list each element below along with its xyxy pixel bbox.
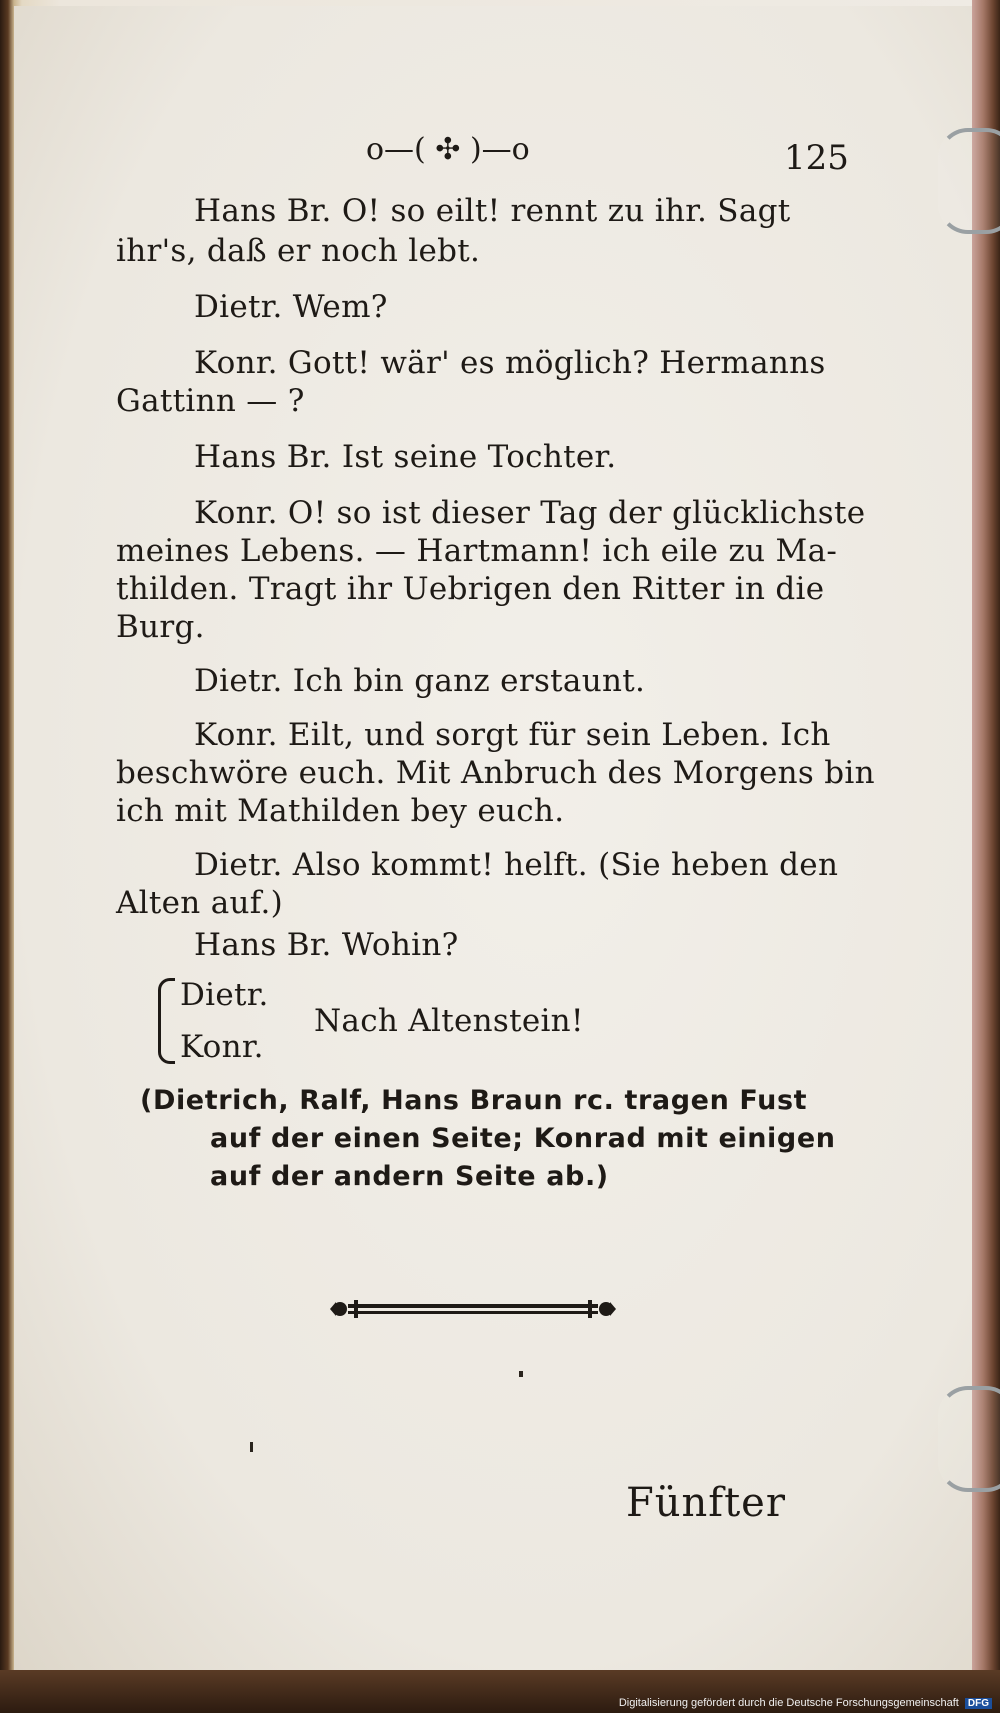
chorus-line: Nach Altenstein! (314, 1003, 584, 1039)
bottom-strip (0, 1670, 1000, 1713)
page-number: 125 (784, 138, 849, 178)
text-line: thilden. Tragt ihr Uebrigen den Ritter in die (116, 571, 825, 607)
text-line: Konr. O! so ist dieser Tag der glücklichste (194, 495, 866, 531)
text-line: Hans Br. Wohin? (194, 927, 459, 963)
text-line: Hans Br. Ist seine Tochter. (194, 439, 617, 475)
dfg-logo: DFG (965, 1698, 992, 1709)
page-clip-bottom (938, 1386, 1000, 1492)
chorus-speaker: Dietr. (180, 977, 269, 1013)
text-line: Burg. (116, 609, 205, 645)
text-line: Alten auf.) (116, 885, 283, 921)
tailpiece-ornament (330, 1298, 616, 1320)
text-line: Konr. Gott! wär' es möglich? Hermanns (194, 345, 826, 381)
text-line: Gattinn — ? (116, 383, 305, 419)
print-mark (519, 1371, 523, 1377)
stage-direction-line: (Dietrich, Ralf, Hans Braun rc. tragen Fust (140, 1085, 808, 1116)
page-clip-top (938, 128, 1000, 234)
text-line: Dietr. Also kommt! helft. (Sie heben den (194, 847, 839, 883)
catchword: Fünfter (626, 1480, 786, 1526)
text-line: ich mit Mathilden bey euch. (116, 793, 565, 829)
chorus-speaker: Konr. (180, 1029, 264, 1065)
text-line: Hans Br. O! so eilt! rennt zu ihr. Sagt (194, 193, 791, 229)
header-ornament: o—( ✣ )—o (366, 132, 530, 167)
stage-direction-line: auf der andern Seite ab.) (210, 1161, 609, 1192)
digitization-credit (619, 1697, 992, 1709)
text-line: beschwöre euch. Mit Anbruch des Morgens bin (116, 755, 875, 791)
stage-direction-line: auf der einen Seite; Konrad mit einigen (210, 1123, 836, 1154)
text-line: Dietr. Wem? (194, 289, 388, 325)
text-line: Dietr. Ich bin ganz erstaunt. (194, 663, 646, 699)
credit-text: Digitalisierung gefördert durch die Deutsche Forschungsgemeinschaft (618, 1697, 959, 1709)
text-line: Konr. Eilt, und sorgt für sein Leben. Ich (194, 717, 831, 753)
text-line: ihr's, daß er noch lebt. (116, 233, 481, 269)
page (14, 6, 975, 1670)
print-mark (250, 1442, 253, 1452)
speaker-brace (158, 978, 175, 1064)
text-line: meines Lebens. — Hartmann! ich eile zu Ma- (116, 533, 838, 569)
